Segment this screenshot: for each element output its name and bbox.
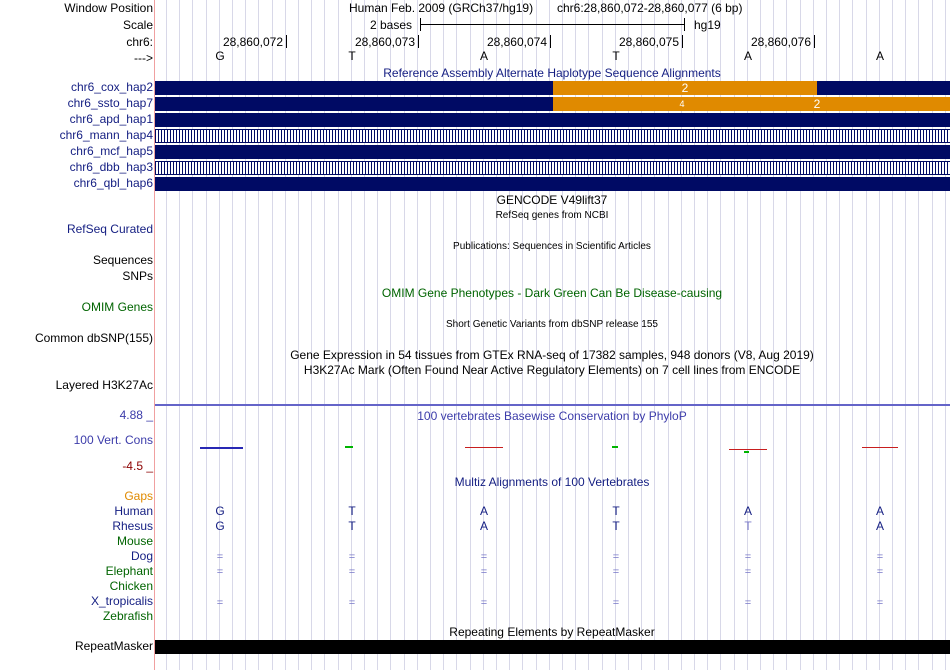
reference-base: G bbox=[215, 49, 225, 63]
phylop-bar-a3 bbox=[862, 447, 898, 448]
label-repeatmasker[interactable]: RepeatMasker bbox=[74, 639, 153, 653]
cox-hap2-bar-left[interactable] bbox=[155, 81, 553, 95]
label-xtropicalis: X_tropicalis bbox=[90, 594, 153, 608]
cox-hap2-bar-right[interactable] bbox=[817, 81, 950, 95]
xtropicalis-mark: = bbox=[612, 597, 620, 609]
h3k27ac-title[interactable]: H3K27Ac Mark (Often Found Near Active Regulatory Elements) on 7 cell lines from ENCODE bbox=[303, 363, 801, 377]
human-base: G bbox=[215, 504, 225, 518]
apd-hap1-bar[interactable] bbox=[155, 113, 950, 127]
reference-base: A bbox=[479, 49, 489, 63]
ssto-hap7-count-a: 4 bbox=[679, 99, 685, 109]
human-base: A bbox=[743, 504, 753, 518]
dbsnp-title[interactable]: Short Genetic Variants from dbSNP release 155 bbox=[446, 319, 658, 330]
rhesus-base: T bbox=[744, 519, 752, 533]
chrom-coordinate: 28,860,076 bbox=[750, 35, 811, 49]
label-cox-hap2[interactable]: chr6_cox_hap2 bbox=[70, 80, 153, 94]
chrom-coordinate: 28,860,073 bbox=[354, 35, 415, 49]
alt-haplo-title[interactable]: Reference Assembly Alternate Haplotype Sequence Alignments bbox=[383, 66, 721, 80]
xtropicalis-mark: = bbox=[216, 597, 224, 609]
assembly-title: Human Feb. 2009 (GRCh37/hg19) bbox=[349, 1, 534, 15]
coordinate-tick bbox=[814, 35, 815, 48]
rhesus-base: T bbox=[612, 519, 620, 533]
cox-hap2-count: 2 bbox=[681, 81, 689, 95]
label-window-position: Window Position bbox=[64, 1, 153, 15]
qbl-hap6-bar[interactable] bbox=[155, 177, 950, 191]
gtex-title[interactable]: Gene Expression in 54 tissues from GTEx RNA-seq of 17382 samples, 948 donors (V8, Aug 2019) bbox=[290, 348, 814, 362]
human-base: T bbox=[348, 504, 356, 518]
label-qbl-hap6[interactable]: chr6_qbl_hap6 bbox=[73, 176, 153, 190]
label-omim-genes[interactable]: OMIM Genes bbox=[81, 300, 153, 314]
dbb-hap3-bar[interactable] bbox=[155, 161, 950, 175]
coordinate-tick bbox=[418, 35, 419, 48]
ssto-hap7-bar-left[interactable] bbox=[155, 97, 553, 111]
coordinate-tick bbox=[682, 35, 683, 48]
label-layered-h3k27ac[interactable]: Layered H3K27Ac bbox=[55, 378, 153, 392]
dog-mark: = bbox=[876, 551, 884, 563]
reference-base: A bbox=[875, 49, 885, 63]
rhesus-base: A bbox=[479, 519, 489, 533]
omim-title[interactable]: OMIM Gene Phenotypes - Dark Green Can Be Disease-causing bbox=[381, 286, 723, 300]
repeatmasker-title[interactable]: Repeating Elements by RepeatMasker bbox=[449, 625, 655, 639]
track-labels bbox=[0, 0, 153, 670]
chrom-coordinate: 28,860,075 bbox=[618, 35, 679, 49]
phylop-bar-a2 bbox=[729, 449, 767, 450]
label-chicken: Chicken bbox=[109, 579, 153, 593]
elephant-mark: = bbox=[480, 566, 488, 578]
mann-hap4-bar[interactable] bbox=[155, 129, 950, 143]
human-base: T bbox=[612, 504, 620, 518]
label-dbb-hap3[interactable]: chr6_dbb_hap3 bbox=[69, 160, 153, 174]
elephant-mark: = bbox=[216, 566, 224, 578]
xtropicalis-mark: = bbox=[348, 597, 356, 609]
scale-bar bbox=[420, 24, 684, 25]
gencode-title[interactable]: GENCODE V49lift37 bbox=[496, 193, 608, 207]
refseq-subtitle[interactable]: RefSeq genes from NCBI bbox=[495, 210, 609, 221]
rhesus-base: G bbox=[215, 519, 225, 533]
reference-base: T bbox=[348, 49, 356, 63]
track-image[interactable] bbox=[155, 0, 950, 670]
reference-base: A bbox=[743, 49, 753, 63]
phylop-bar-a1 bbox=[465, 447, 503, 448]
label-mouse: Mouse bbox=[116, 534, 153, 548]
dog-mark: = bbox=[612, 551, 620, 563]
elephant-mark: = bbox=[744, 566, 752, 578]
repeatmasker-bar[interactable] bbox=[155, 640, 950, 654]
label-dog: Dog bbox=[130, 549, 153, 563]
phylop-top-line bbox=[155, 404, 950, 406]
label-snps[interactable]: SNPs bbox=[122, 269, 153, 283]
label-arrow: ---> bbox=[134, 51, 153, 65]
label-common-dbsnp[interactable]: Common dbSNP(155) bbox=[34, 331, 153, 345]
mcf-hap5-bar[interactable] bbox=[155, 145, 950, 159]
label-human: Human bbox=[114, 504, 153, 518]
ssto-hap7-count-b: 2 bbox=[813, 97, 821, 111]
multiz-title[interactable]: Multiz Alignments of 100 Vertebrates bbox=[454, 475, 650, 489]
label-rhesus: Rhesus bbox=[112, 519, 153, 533]
label-sequences[interactable]: Sequences bbox=[92, 253, 153, 267]
dog-mark: = bbox=[480, 551, 488, 563]
human-base: A bbox=[875, 504, 885, 518]
xtropicalis-mark: = bbox=[744, 597, 752, 609]
label-ssto-hap7[interactable]: chr6_ssto_hap7 bbox=[67, 96, 153, 110]
label-refseq-curated[interactable]: RefSeq Curated bbox=[66, 222, 153, 236]
label-scale: Scale bbox=[122, 18, 153, 32]
label-chrom: chr6: bbox=[126, 35, 153, 49]
label-cons-max: 4.88 _ bbox=[119, 408, 153, 422]
publications-title[interactable]: Publications: Sequences in Scientific Articles bbox=[453, 241, 651, 252]
rhesus-base: A bbox=[875, 519, 885, 533]
ssto-hap7-bar-diff[interactable] bbox=[553, 97, 950, 111]
dog-mark: = bbox=[744, 551, 752, 563]
xtropicalis-mark: = bbox=[876, 597, 884, 609]
phylop-title[interactable]: 100 vertebrates Basewise Conservation by PhyloP bbox=[417, 409, 687, 423]
label-gaps: Gaps bbox=[124, 489, 153, 503]
elephant-mark: = bbox=[612, 566, 620, 578]
rhesus-base: T bbox=[348, 519, 356, 533]
scale-db: hg19 bbox=[694, 18, 721, 32]
scale-text: 2 bases bbox=[370, 18, 413, 32]
human-base: A bbox=[479, 504, 489, 518]
label-zebrafish: Zebrafish bbox=[102, 609, 153, 623]
label-cons-min: -4.5 _ bbox=[122, 459, 153, 473]
dog-mark: = bbox=[348, 551, 356, 563]
chrom-coordinate: 28,860,074 bbox=[486, 35, 547, 49]
coordinate-tick bbox=[550, 35, 551, 48]
reference-base: T bbox=[612, 49, 620, 63]
label-elephant: Elephant bbox=[105, 564, 153, 578]
xtropicalis-mark: = bbox=[480, 597, 488, 609]
label-mann-hap4[interactable]: chr6_mann_hap4 bbox=[59, 128, 153, 142]
phylop-bar-g bbox=[200, 447, 243, 449]
phylop-bar-a2-green bbox=[744, 451, 749, 453]
label-apd-hap1[interactable]: chr6_apd_hap1 bbox=[69, 112, 153, 126]
chrom-coordinate: 28,860,072 bbox=[222, 35, 283, 49]
elephant-mark: = bbox=[348, 566, 356, 578]
phylop-bar-t1 bbox=[345, 446, 353, 448]
label-vert-cons[interactable]: 100 Vert. Cons bbox=[73, 433, 153, 447]
dog-mark: = bbox=[216, 551, 224, 563]
elephant-mark: = bbox=[876, 566, 884, 578]
window-position-text: chr6:28,860,072-28,860,077 (6 bp) bbox=[557, 1, 743, 15]
scale-right-end bbox=[684, 18, 685, 31]
coordinate-tick bbox=[286, 35, 287, 48]
phylop-bar-t2 bbox=[612, 446, 618, 448]
label-mcf-hap5[interactable]: chr6_mcf_hap5 bbox=[70, 144, 153, 158]
